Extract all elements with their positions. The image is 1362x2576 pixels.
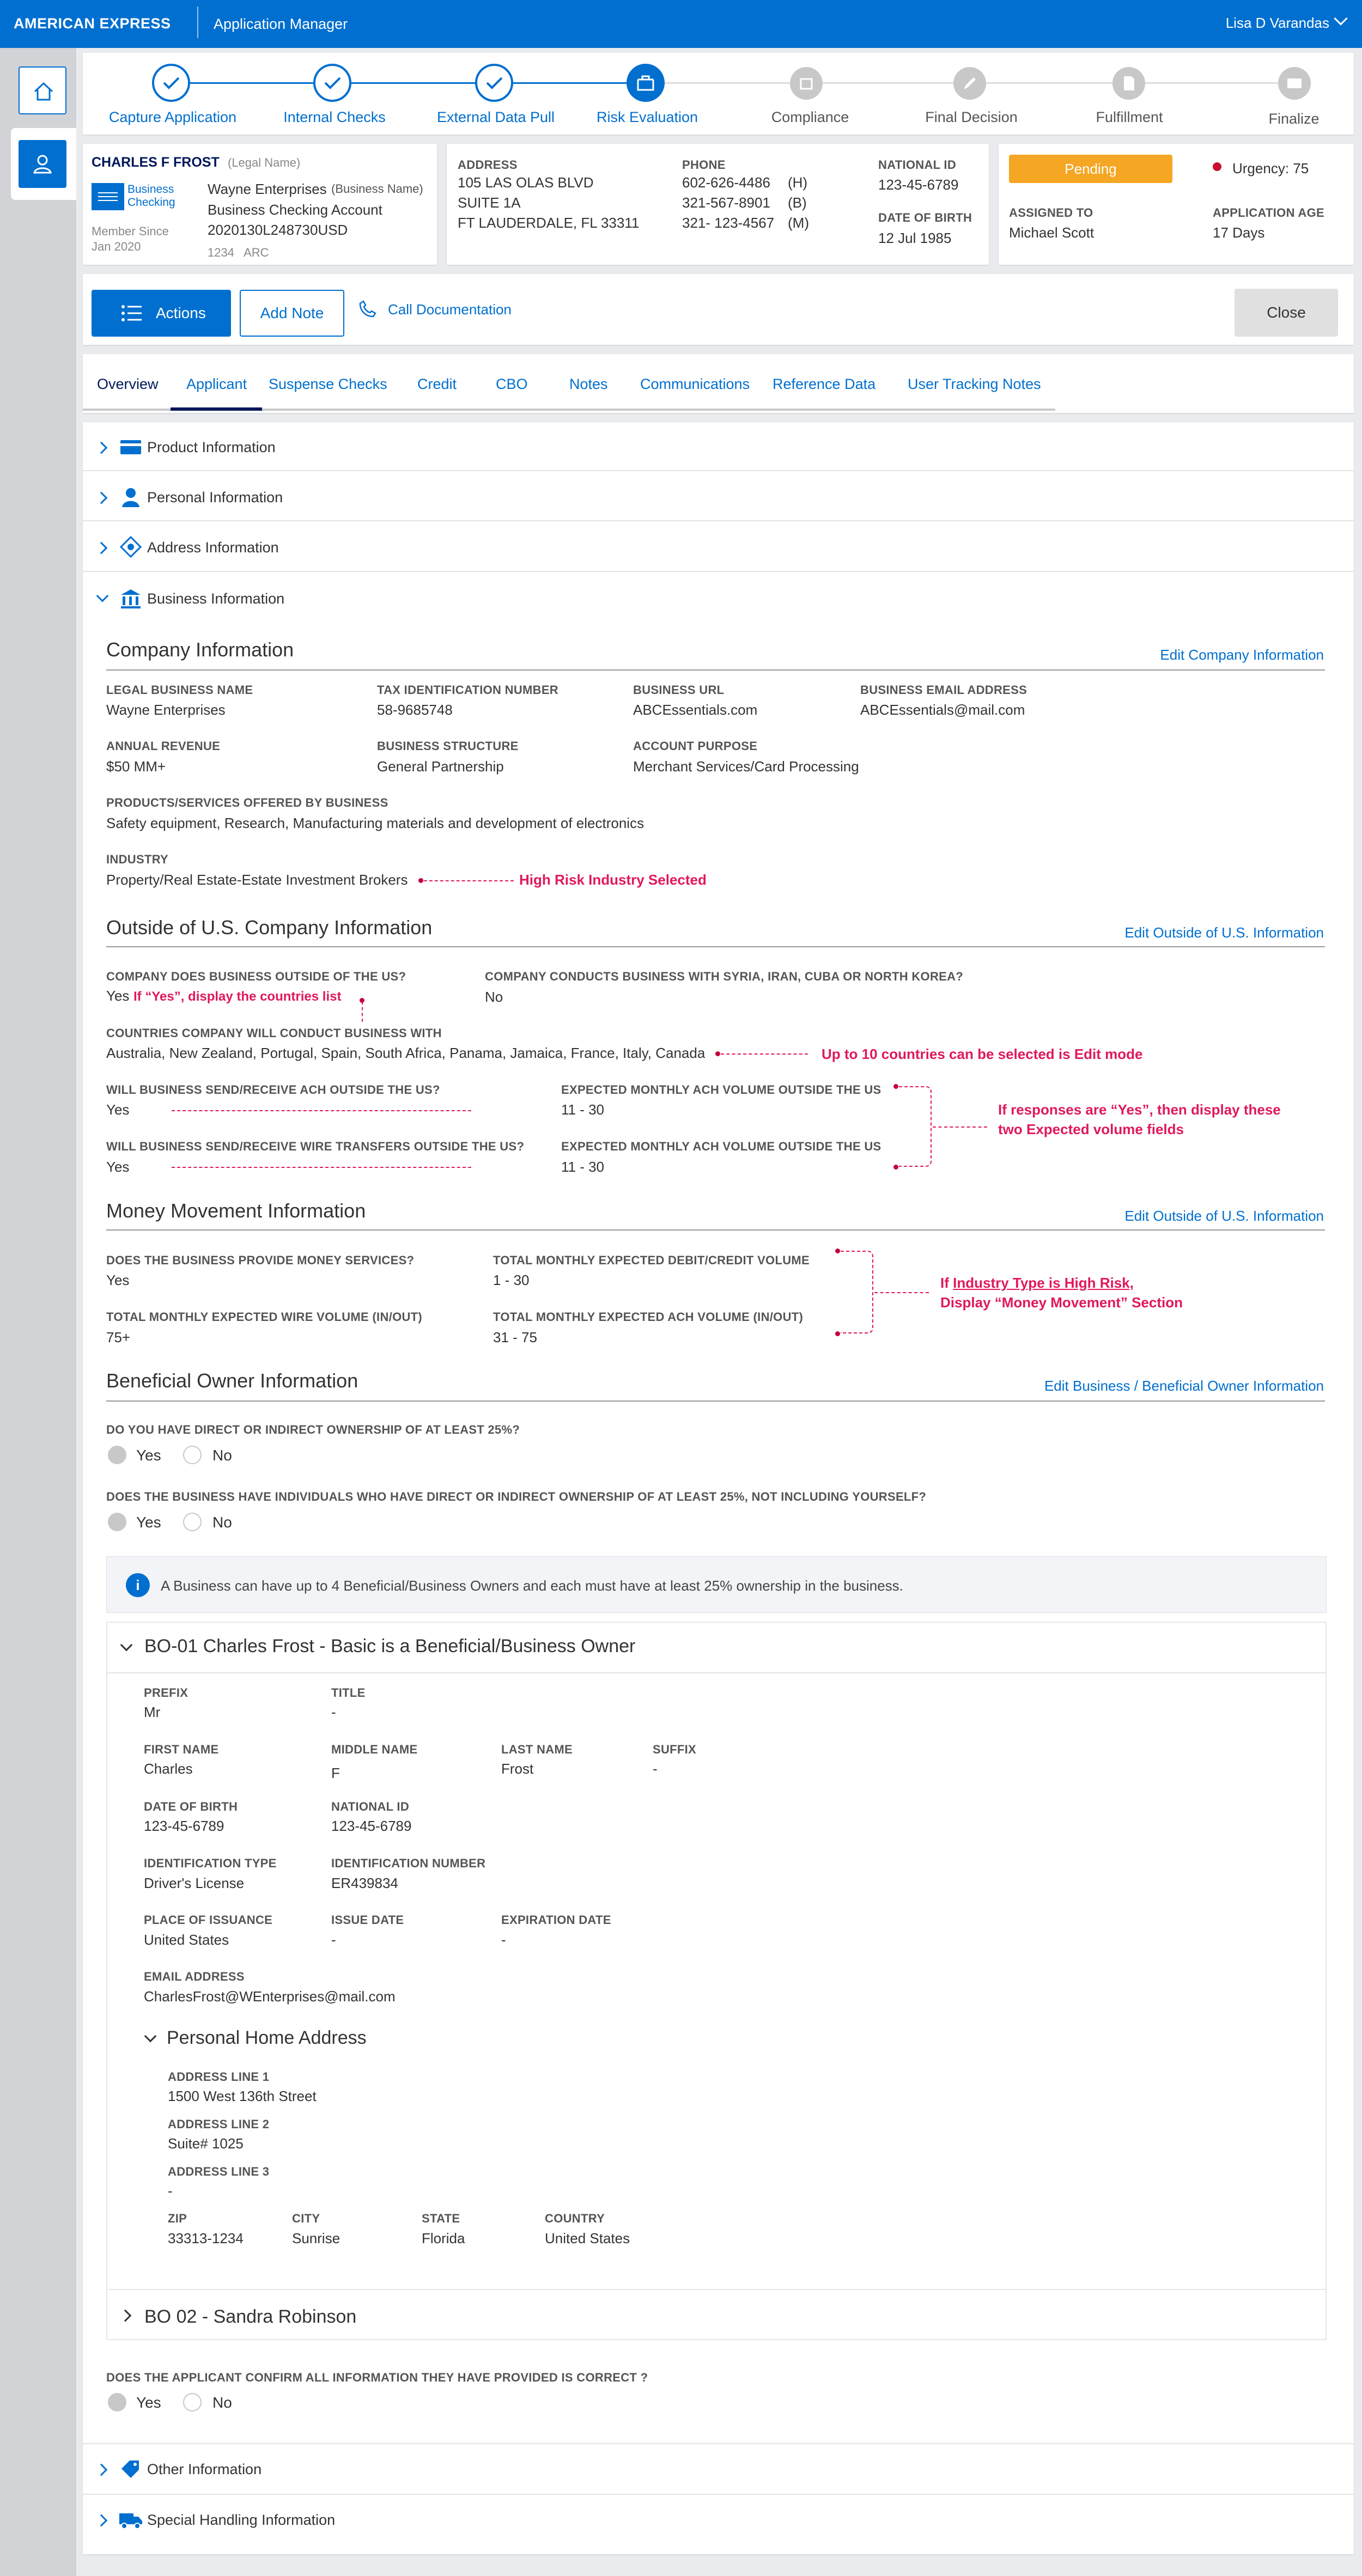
sanction-label: COMPANY CONDUCTS BUSINESS WITH SYRIA, IRAN, CUBA OR NORTH KOREA? <box>485 970 964 983</box>
divider <box>83 520 1354 521</box>
confirm-question: DOES THE APPLICANT CONFIRM ALL INFORMATION THEY HAVE PROVIDED IS CORRECT ? <box>106 2371 648 2384</box>
radio-label: Yes <box>136 1447 161 1464</box>
place-value: United States <box>144 1932 229 1948</box>
national-id-label: NATIONAL ID <box>878 158 957 172</box>
wire-volume-value: 75+ <box>106 1329 131 1345</box>
user-icon <box>31 152 54 176</box>
customer-name: CHARLES F FROST <box>92 155 220 170</box>
ach-label: WILL BUSINESS SEND/RECEIVE ACH OUTSIDE THE US? <box>106 1083 440 1097</box>
title-divider <box>106 1400 1325 1402</box>
edit-money-movement-link[interactable]: Edit Outside of U.S. Information <box>1124 1208 1324 1224</box>
country-label: COUNTRY <box>545 2212 605 2225</box>
wire-volume-label: EXPECTED MONTHLY ACH VOLUME OUTSIDE THE US <box>561 1140 881 1153</box>
step-label[interactable]: Final Decision <box>925 109 1018 125</box>
countries-value: Australia, New Zealand, Portugal, Spain, South Africa, Panama, Jamaica, France, Italy, Canada <box>106 1045 706 1061</box>
info-message: A Business can have up to 4 Beneficial/Business Owners and each must have at least 25% ownership in the business. <box>161 1578 903 1594</box>
section-address-information[interactable]: Address Information <box>147 539 279 556</box>
sidebar <box>0 48 76 2576</box>
tab-active-indicator <box>171 407 262 411</box>
call-documentation-icon[interactable] <box>357 298 379 320</box>
annotation-line <box>424 880 514 881</box>
actions-button[interactable] <box>92 290 231 337</box>
ach-volume-label: EXPECTED MONTHLY ACH VOLUME OUTSIDE THE US <box>561 1083 881 1097</box>
tab-reference-data[interactable]: Reference Data <box>773 376 876 392</box>
city-value: Sunrise <box>292 2230 340 2246</box>
id-number-value: ER439834 <box>331 1875 398 1891</box>
member-since: Jan 2020 <box>92 240 141 253</box>
section-other-information[interactable]: Other Information <box>147 2461 262 2477</box>
tab-suspense-checks[interactable]: Suspense Checks <box>269 376 387 392</box>
address2-label: ADDRESS LINE 2 <box>168 2117 270 2131</box>
radio-label: No <box>212 1514 232 1531</box>
user-menu[interactable]: Lisa D Varandas <box>1225 15 1329 31</box>
section-personal-information[interactable]: Personal Information <box>147 489 283 506</box>
tab-applicant[interactable]: Applicant <box>186 376 247 392</box>
brand-logo: AMERICAN EXPRESS <box>14 15 171 32</box>
business-url: ABCEssentials.com <box>633 702 758 718</box>
address1-label: ADDRESS LINE 1 <box>168 2070 270 2084</box>
applicant-button[interactable] <box>19 140 66 188</box>
step-decision-icon[interactable] <box>953 67 986 100</box>
step-label[interactable]: Internal Checks <box>283 109 386 125</box>
volume-fields-note: If responses are “Yes”, then display these <box>998 1101 1281 1118</box>
step-external-icon[interactable] <box>475 64 513 102</box>
debit-volume-value: 1 - 30 <box>493 1272 530 1288</box>
business-email: ABCEssentials@mail.com <box>860 702 1025 718</box>
close-button[interactable]: Close <box>1235 289 1338 337</box>
title-label: TITLE <box>331 1686 366 1700</box>
address1-value: 1500 West 136th Street <box>168 2088 317 2104</box>
top-bar <box>0 0 1362 48</box>
first-name-value: Charles <box>144 1761 193 1777</box>
individuals-question: DOES THE BUSINESS HAVE INDIVIDUALS WHO HAVE DIRECT OR INDIRECT OWNERSHIP OF AT LEAST 25%, NOT INCLUDING YOURSELF? <box>106 1490 927 1503</box>
home-address-title[interactable]: Personal Home Address <box>167 2027 367 2048</box>
account-purpose: Merchant Services/Card Processing <box>633 758 859 775</box>
legal-name: Wayne Enterprises <box>106 702 226 718</box>
money-movement-title: Money Movement Information <box>106 1199 366 1222</box>
zip-label: ZIP <box>168 2212 187 2225</box>
debit-volume-label: TOTAL MONTHLY EXPECTED DEBIT/CREDIT VOLUME <box>493 1253 810 1267</box>
step-label[interactable]: External Data Pull <box>436 109 555 125</box>
beneficial-owner-title: Beneficial Owner Information <box>106 1369 358 1392</box>
title-divider <box>106 946 1325 947</box>
dob-label: DATE OF BIRTH <box>878 211 972 224</box>
tab-notes[interactable]: Notes <box>569 376 608 392</box>
radio-label: Yes <box>136 1514 161 1531</box>
divider <box>83 2494 1354 2495</box>
title-divider <box>106 1229 1325 1231</box>
tab-credit[interactable]: Credit <box>417 376 457 392</box>
owner-dob-label: DATE OF BIRTH <box>144 1800 238 1813</box>
confirm-yes-radio[interactable] <box>108 2393 126 2411</box>
application-age: 17 Days <box>1213 224 1265 241</box>
call-documentation-link[interactable]: Call Documentation <box>388 301 512 318</box>
business-structure: General Partnership <box>377 758 504 775</box>
money-movement-note: Display “Money Movement” Section <box>940 1294 1183 1311</box>
expiration-label: EXPIRATION DATE <box>501 1913 611 1927</box>
account-number: 2020130L248730USD <box>208 222 348 238</box>
phone-number: 321- 123-4567 <box>682 215 775 231</box>
wire-volume-label: TOTAL MONTHLY EXPECTED WIRE VOLUME (IN/OUT) <box>106 1310 423 1324</box>
ownership-question: DO YOU HAVE DIRECT OR INDIRECT OWNERSHIP OF AT LEAST 25%? <box>106 1423 520 1436</box>
first-name-label: FIRST NAME <box>144 1743 219 1756</box>
tin-label: TAX IDENTIFICATION NUMBER <box>377 683 558 697</box>
owner-email-label: EMAIL ADDRESS <box>144 1970 245 1983</box>
product-line: Checking <box>127 196 175 209</box>
annotation-line <box>172 1110 471 1111</box>
city-label: CITY <box>292 2212 320 2225</box>
title-divider <box>106 669 1325 671</box>
wire-value: Yes <box>106 1159 130 1175</box>
ownership-yes-radio[interactable] <box>108 1446 126 1464</box>
divider <box>83 571 1354 572</box>
business-name: Wayne Enterprises <box>208 181 327 197</box>
business-name-note: (Business Name) <box>331 182 423 196</box>
state-value: Florida <box>422 2230 465 2246</box>
country-value: United States <box>545 2230 630 2246</box>
step-label[interactable]: Capture Application <box>108 109 237 125</box>
product-line: Business <box>127 183 174 196</box>
revenue-label: ANNUAL REVENUE <box>106 739 221 753</box>
phone-number: 321-567-8901 <box>682 194 770 211</box>
phone-number: 602-626-4486 <box>682 174 770 191</box>
home-button[interactable] <box>19 66 66 114</box>
owner-nid-label: NATIONAL ID <box>331 1800 410 1813</box>
ach-volume-value: 31 - 75 <box>493 1329 537 1345</box>
money-services-label: DOES THE BUSINESS PROVIDE MONEY SERVICES? <box>106 1253 415 1267</box>
company-info-title: Company Information <box>106 638 294 661</box>
step-finalize-icon[interactable] <box>1278 67 1311 100</box>
phone-label: PHONE <box>682 158 726 172</box>
national-id: 123-45-6789 <box>878 176 959 193</box>
annotation-dot <box>418 878 423 883</box>
annotation-line <box>933 1126 987 1128</box>
step-label[interactable]: Compliance <box>771 109 849 125</box>
countries-limit-note: Up to 10 countries can be selected is Edit mode <box>822 1046 1143 1062</box>
legal-name-note: (Legal Name) <box>228 156 301 169</box>
outside-us-title: Outside of U.S. Company Information <box>106 916 433 939</box>
volume-fields-note: two Expected volume fields <box>998 1121 1184 1137</box>
owner-panel <box>106 1622 1327 2290</box>
outside-us-value: Yes <box>106 988 130 1004</box>
bank-icon <box>120 588 142 609</box>
purpose-label: ACCOUNT PURPOSE <box>633 739 758 753</box>
products-label: PRODUCTS/SERVICES OFFERED BY BUSINESS <box>106 796 388 809</box>
annotation-line <box>874 1292 929 1293</box>
ownership-no-radio[interactable] <box>183 1446 202 1464</box>
actions-label: Actions <box>156 305 206 321</box>
wire-label: WILL BUSINESS SEND/RECEIVE WIRE TRANSFERS OUTSIDE THE US? <box>106 1140 525 1153</box>
section-product-information[interactable]: Product Information <box>147 439 276 455</box>
assigned-label: ASSIGNED TO <box>1009 206 1093 220</box>
high-risk-note: High Risk Industry Selected <box>519 872 707 888</box>
step-risk-icon[interactable] <box>627 64 665 102</box>
radio-label: No <box>212 1447 232 1464</box>
edit-outside-us-link[interactable]: Edit Outside of U.S. Information <box>1124 924 1324 941</box>
progress-stepper <box>83 53 1354 135</box>
owner-email-value: CharlesFrost@WEnterprises@mail.com <box>144 1988 396 2005</box>
step-internal-icon[interactable] <box>313 64 351 102</box>
ach-value: Yes <box>106 1101 130 1118</box>
owner-dob-value: 123-45-6789 <box>144 1818 224 1834</box>
annotation-line <box>172 1167 471 1168</box>
annotation-dot <box>835 1331 840 1336</box>
phone-type: (M) <box>788 215 809 231</box>
info-icon: i <box>126 1573 150 1597</box>
step-capture-icon[interactable] <box>152 64 190 102</box>
prefix-label: PREFIX <box>144 1686 189 1700</box>
annotation-bracket <box>899 1086 932 1167</box>
address3-label: ADDRESS LINE 3 <box>168 2165 270 2178</box>
radio-label: Yes <box>136 2394 161 2411</box>
id-number-label: IDENTIFICATION NUMBER <box>331 1856 486 1870</box>
section-business-information[interactable]: Business Information <box>147 590 285 607</box>
ach-volume-value: 11 - 30 <box>561 1101 605 1118</box>
countries-label: COUNTRIES COMPANY WILL CONDUCT BUSINESS WITH <box>106 1026 442 1040</box>
address-line: SUITE 1A <box>458 194 521 211</box>
title-value: - <box>331 1704 336 1720</box>
structure-label: BUSINESS STRUCTURE <box>377 739 519 753</box>
address3-value: - <box>168 2183 173 2199</box>
radio-label: No <box>212 2394 232 2411</box>
middle-name-label: MIDDLE NAME <box>331 1743 418 1756</box>
urgency: Urgency: 75 <box>1232 160 1309 176</box>
last-name-value: Frost <box>501 1761 534 1777</box>
section-special-handling[interactable]: Special Handling Information <box>147 2512 336 2528</box>
outside-us-label: COMPANY DOES BUSINESS OUTSIDE OF THE US? <box>106 970 406 983</box>
ach-volume-label: TOTAL MONTHLY EXPECTED ACH VOLUME (IN/OUT) <box>493 1310 804 1324</box>
urgency-dot <box>1213 162 1221 171</box>
confirm-no-radio[interactable] <box>183 2393 202 2411</box>
business-checking-icon <box>92 183 124 210</box>
annotation-bracket <box>841 1251 873 1333</box>
dob: 12 Jul 1985 <box>878 230 952 246</box>
divider <box>197 7 198 38</box>
last-name-label: LAST NAME <box>501 1743 573 1756</box>
products-services: Safety equipment, Research, Manufacturing materials and development of electronics <box>106 815 644 831</box>
annotation-dot <box>715 1051 720 1056</box>
middle-name-value: F <box>331 1765 340 1781</box>
prefix-value: Mr <box>144 1704 161 1720</box>
note-prefix: If <box>940 1275 953 1291</box>
credit-card-icon <box>120 439 142 455</box>
wire-volume-value: 11 - 30 <box>561 1159 605 1175</box>
address-line: 105 LAS OLAS BLVD <box>458 174 594 191</box>
assigned-to: Michael Scott <box>1009 224 1095 241</box>
step-fulfillment-icon[interactable] <box>1112 67 1145 100</box>
step-label[interactable]: Finalize <box>1268 111 1320 127</box>
suffix-value: - <box>653 1761 658 1777</box>
annotation-line <box>362 1001 363 1022</box>
edit-beneficial-owner-link[interactable]: Edit Business / Beneficial Owner Information <box>1044 1378 1324 1394</box>
phone-type: (H) <box>788 174 808 191</box>
owner-2-title[interactable]: BO 02 - Sandra Robinson <box>144 2306 357 2327</box>
location-target-icon <box>120 536 142 558</box>
sanction-value: No <box>485 989 503 1005</box>
home-icon <box>32 80 56 103</box>
place-label: PLACE OF ISSUANCE <box>144 1913 273 1927</box>
member-since-label: Member Since <box>92 224 169 238</box>
industry: Property/Real Estate-Estate Investment Brokers <box>106 872 408 888</box>
legal-name-label: LEGAL BUSINESS NAME <box>106 683 253 697</box>
money-services-value: Yes <box>106 1272 130 1288</box>
divider <box>106 1672 1327 1673</box>
chevron-down-icon[interactable] <box>1334 11 1347 25</box>
url-label: BUSINESS URL <box>633 683 725 697</box>
tab-communications[interactable]: Communications <box>640 376 750 392</box>
tin: 58-9685748 <box>377 702 453 718</box>
address-label: ADDRESS <box>458 158 518 172</box>
tab-overview[interactable]: Overview <box>97 376 159 392</box>
address2-value: Suite# 1025 <box>168 2135 244 2152</box>
email-label: BUSINESS EMAIL ADDRESS <box>860 683 1027 697</box>
annotation-dot <box>893 1084 898 1089</box>
annotation-dot <box>360 998 364 1003</box>
issue-date-label: ISSUE DATE <box>331 1913 404 1927</box>
list-icon <box>121 305 143 322</box>
truck-icon <box>119 2510 143 2530</box>
zip-value: 33313-1234 <box>168 2230 244 2246</box>
person-icon <box>121 487 141 508</box>
id-type-label: IDENTIFICATION TYPE <box>144 1856 277 1870</box>
money-movement-note <box>940 1275 1134 1292</box>
tab-cbo[interactable]: CBO <box>496 376 528 392</box>
step-label[interactable]: Fulfillment <box>1096 109 1163 125</box>
annotation-dot <box>835 1249 840 1253</box>
owner-1-title[interactable]: BO-01 Charles Frost - Basic is a Beneficial/Business Owner <box>144 1636 636 1657</box>
individuals-no-radio[interactable] <box>183 1513 202 1531</box>
divider <box>83 470 1354 471</box>
account-type: Business Checking Account <box>208 202 382 218</box>
countries-list-note: If “Yes”, display the countries list <box>133 989 342 1004</box>
divider <box>83 2443 1354 2444</box>
step-label[interactable]: Risk Evaluation <box>596 109 698 125</box>
edit-company-link[interactable]: Edit Company Information <box>1160 647 1324 663</box>
step-compliance-icon[interactable] <box>790 67 823 100</box>
issue-date-value: - <box>331 1932 336 1948</box>
age-label: APPLICATION AGE <box>1213 206 1324 220</box>
state-label: STATE <box>422 2212 460 2225</box>
add-note-button[interactable]: Add Note <box>240 290 344 337</box>
address-line: FT LAUDERDALE, FL 33311 <box>458 215 640 231</box>
owner-nid-value: 123-45-6789 <box>331 1818 412 1834</box>
individuals-yes-radio[interactable] <box>108 1513 126 1531</box>
suffix-label: SUFFIX <box>653 1743 697 1756</box>
industry-label: INDUSTRY <box>106 852 169 866</box>
note-link: Industry Type is High Risk, <box>953 1275 1134 1291</box>
annotation-line <box>721 1053 808 1055</box>
tag-icon <box>120 2459 141 2480</box>
id-type-value: Driver's License <box>144 1875 245 1891</box>
app-title: Application Manager <box>214 16 348 32</box>
phone-type: (B) <box>788 194 807 211</box>
account-suffix: 1234 ARC <box>208 246 269 259</box>
status-badge: Pending <box>1009 155 1172 183</box>
tab-user-tracking-notes[interactable]: User Tracking Notes <box>908 376 1041 392</box>
expiration-value: - <box>501 1932 506 1948</box>
annotation-dot <box>893 1165 898 1170</box>
annual-revenue: $50 MM+ <box>106 758 166 775</box>
